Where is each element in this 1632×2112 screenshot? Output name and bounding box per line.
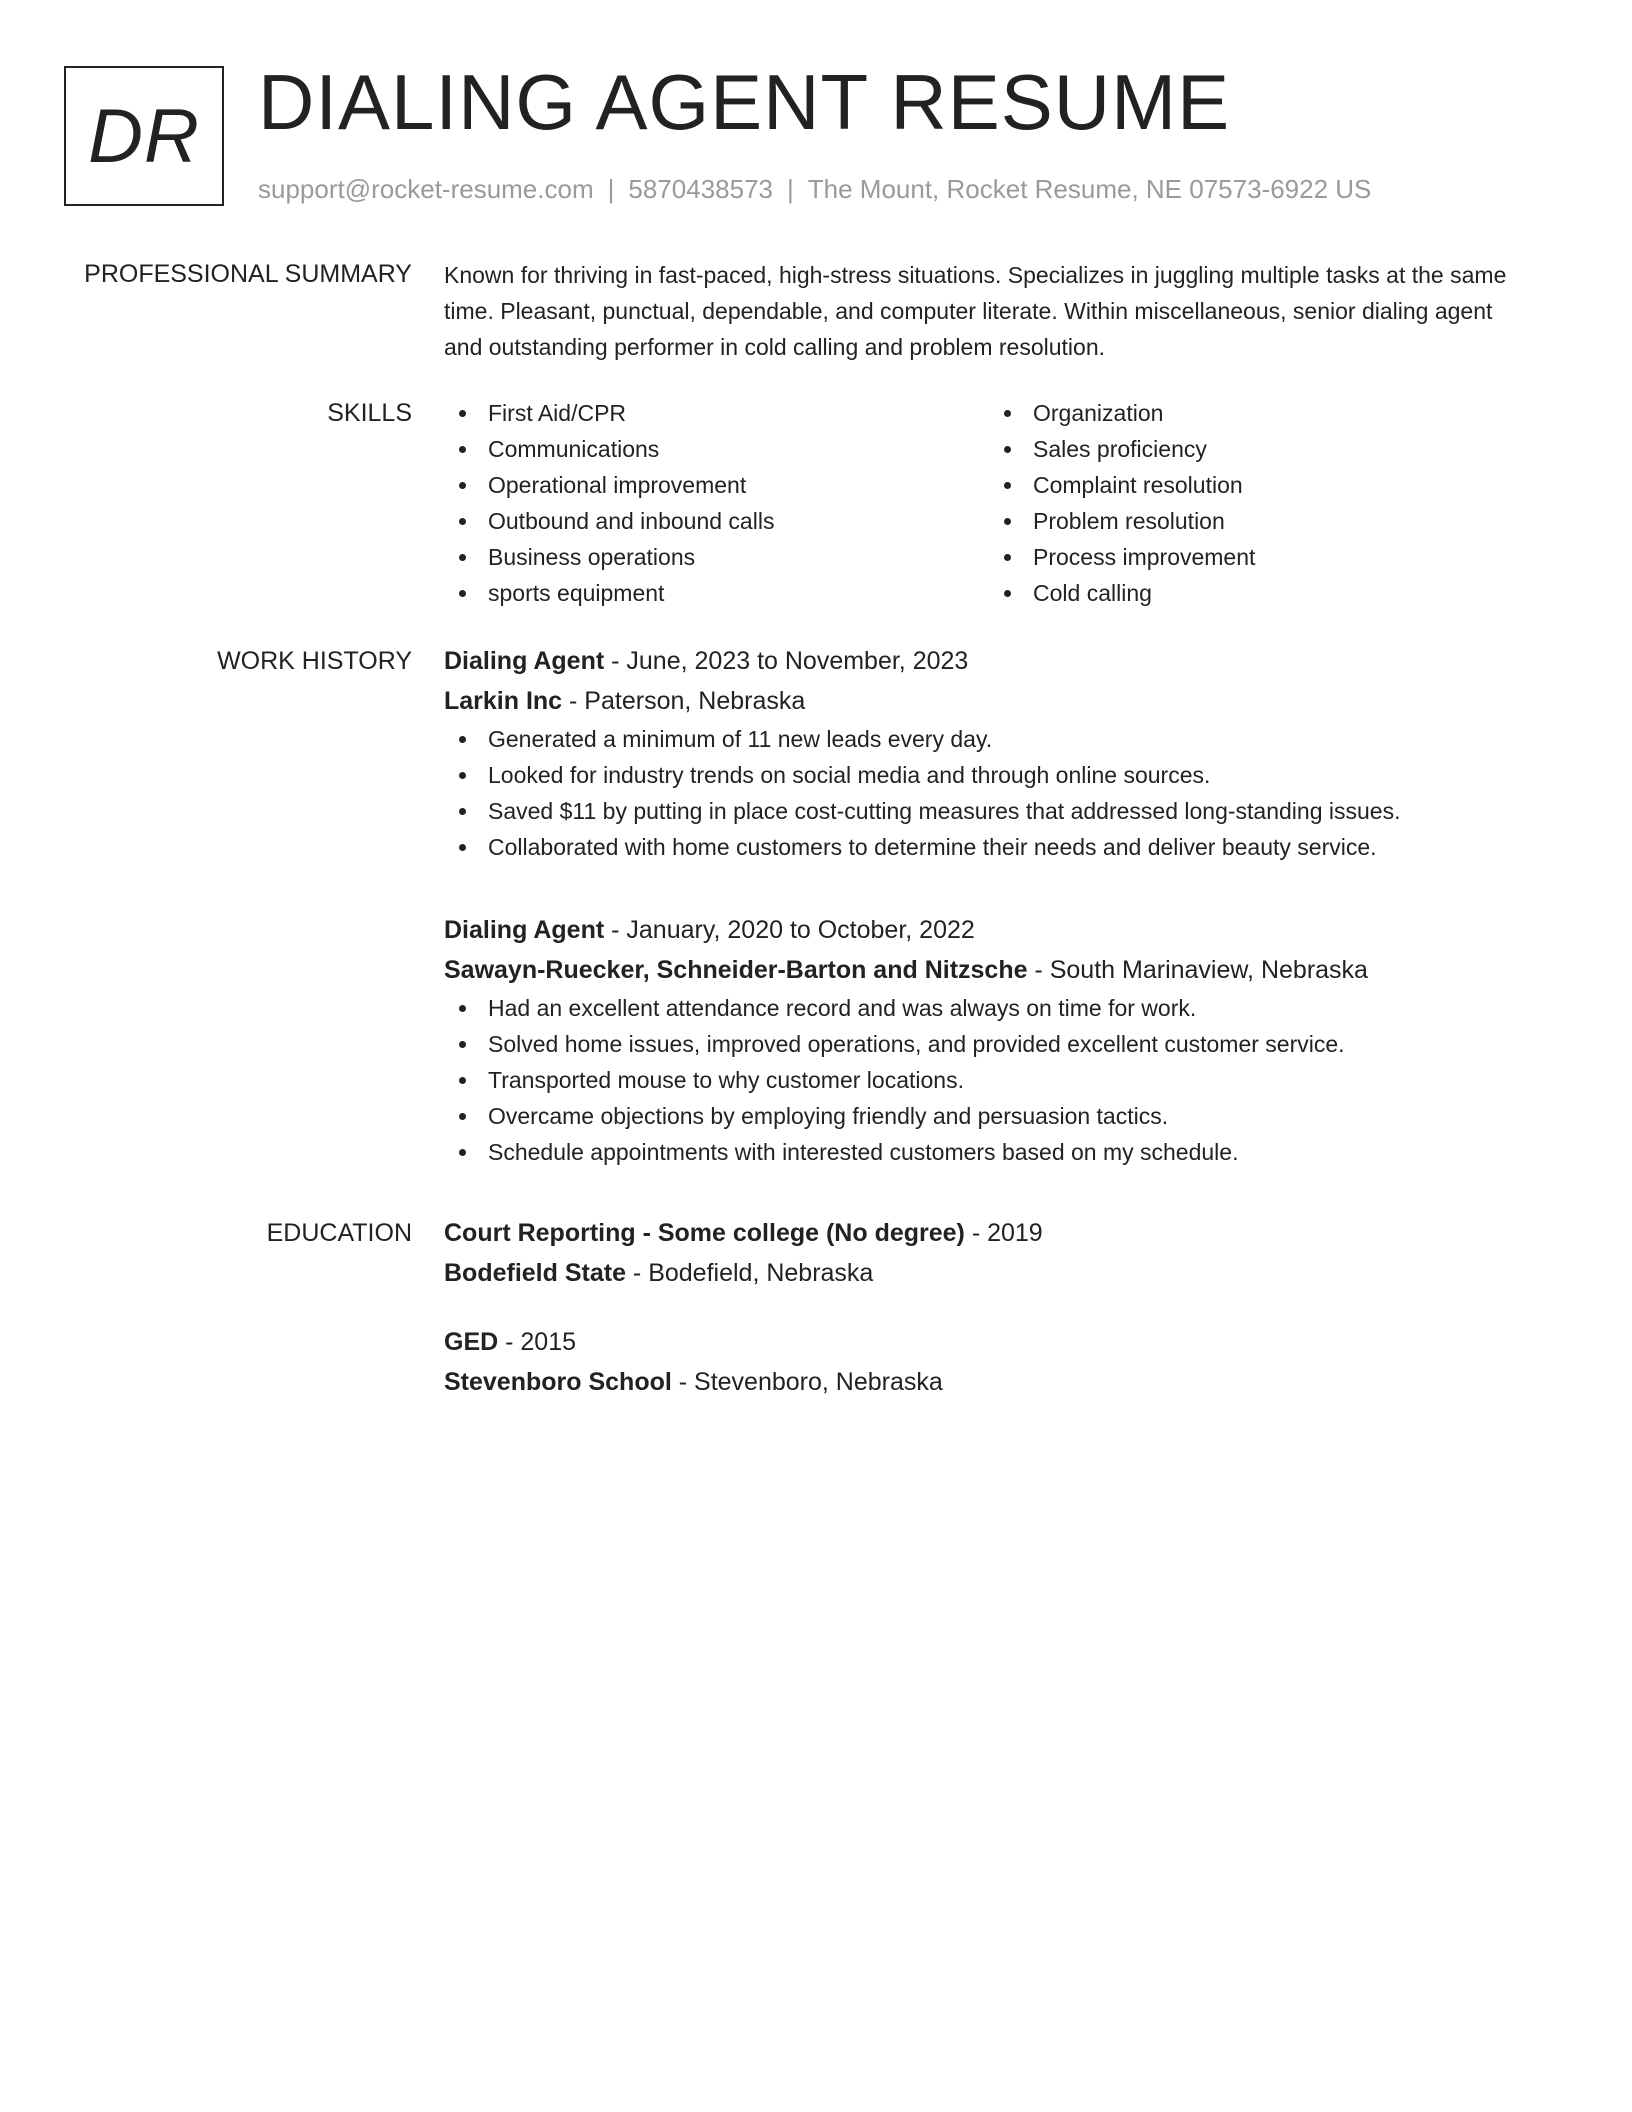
job-title: Dialing Agent <box>444 916 605 944</box>
resume-title: DIALING AGENT RESUME <box>258 58 1231 146</box>
skill-item: Organization <box>989 395 1534 431</box>
education-degree-line <box>444 1213 1544 1253</box>
skill-item: Cold calling <box>989 575 1534 611</box>
job-location: - South Marinaview, Nebraska <box>1027 956 1368 984</box>
education-location: - Stevenboro, Nebraska <box>671 1368 943 1396</box>
contact-email[interactable]: support@rocket-resume.com <box>258 174 594 204</box>
skills-heading: SKILLS <box>327 399 412 427</box>
contact-line <box>258 172 1371 206</box>
education-school: Bodefield State <box>444 1259 626 1287</box>
job-bullet: Generated a minimum of 11 new leads every day. <box>444 721 1544 757</box>
education-degree-line <box>444 1322 1544 1362</box>
contact-address: The Mount, Rocket Resume, NE 07573-6922 US <box>807 174 1372 204</box>
contact-separator: | <box>787 174 794 204</box>
skills-column-right <box>989 395 1534 611</box>
skill-item: Operational improvement <box>444 467 989 503</box>
education-year: - 2015 <box>498 1328 577 1356</box>
job-company: Larkin Inc <box>444 687 563 715</box>
skills-column-left <box>444 395 989 611</box>
job-title: Dialing Agent <box>444 647 605 675</box>
skill-item: Business operations <box>444 539 989 575</box>
job-bullet: Collaborated with home customers to determine their needs and deliver beauty service. <box>444 829 1544 865</box>
education-school-line <box>444 1362 1544 1402</box>
education-entry <box>444 1322 1544 1402</box>
job-bullet: Solved home issues, improved operations, and provided excellent customer service. <box>444 1026 1544 1062</box>
job-dates: - January, 2020 to October, 2022 <box>604 916 975 944</box>
education-school-line <box>444 1253 1544 1293</box>
job-title-line <box>444 910 1544 950</box>
job-dates: - June, 2023 to November, 2023 <box>604 647 969 675</box>
job-bullet: Overcame objections by employing friendly and persuasion tactics. <box>444 1098 1544 1134</box>
job-company-line <box>444 950 1544 990</box>
job-location: - Paterson, Nebraska <box>562 687 806 715</box>
skill-item: First Aid/CPR <box>444 395 989 431</box>
job-title-line <box>444 641 1544 681</box>
contact-phone[interactable]: 5870438573 <box>628 174 773 204</box>
job-entry <box>444 910 1544 1170</box>
skill-item: Outbound and inbound calls <box>444 503 989 539</box>
job-bullet: Saved $11 by putting in place cost-cutting measures that addressed long-standing issues. <box>444 793 1544 829</box>
summary-text: Known for thriving in fast-paced, high-stress situations. Specializes in juggling multiple tasks at the same time. Pleasant, punctual, dependable, and computer literate. Within miscellaneous, senior dialing agent and outstanding performer in cold calling and problem resolution. <box>444 262 1507 360</box>
education-year: - 2019 <box>964 1219 1043 1247</box>
summary-section <box>444 257 1534 365</box>
skill-item: Complaint resolution <box>989 467 1534 503</box>
job-bullet: Looked for industry trends on social media and through online sources. <box>444 757 1544 793</box>
skill-item: Problem resolution <box>989 503 1534 539</box>
skill-item: sports equipment <box>444 575 989 611</box>
skill-item: Process improvement <box>989 539 1534 575</box>
job-bullet: Had an excellent attendance record and was always on time for work. <box>444 990 1544 1026</box>
job-entry <box>444 641 1544 865</box>
education-degree: Court Reporting - Some college (No degree) <box>444 1219 965 1247</box>
summary-heading: PROFESSIONAL SUMMARY <box>84 260 412 288</box>
education-heading: EDUCATION <box>266 1219 412 1247</box>
education-school: Stevenboro School <box>444 1368 672 1396</box>
education-degree: GED <box>444 1328 499 1356</box>
work-history-heading: WORK HISTORY <box>217 647 412 675</box>
job-company-line <box>444 681 1544 721</box>
skill-item: Sales proficiency <box>989 431 1534 467</box>
monogram-box: DR <box>64 66 224 206</box>
skills-section <box>444 395 1544 611</box>
skill-item: Communications <box>444 431 989 467</box>
contact-separator: | <box>607 174 615 204</box>
job-bullet: Schedule appointments with interested customers based on my schedule. <box>444 1134 1544 1170</box>
job-bullet: Transported mouse to why customer locations. <box>444 1062 1544 1098</box>
education-location: - Bodefield, Nebraska <box>625 1259 874 1287</box>
job-company: Sawayn-Ruecker, Schneider-Barton and Nitzsche <box>444 956 1028 984</box>
education-entry <box>444 1213 1544 1293</box>
